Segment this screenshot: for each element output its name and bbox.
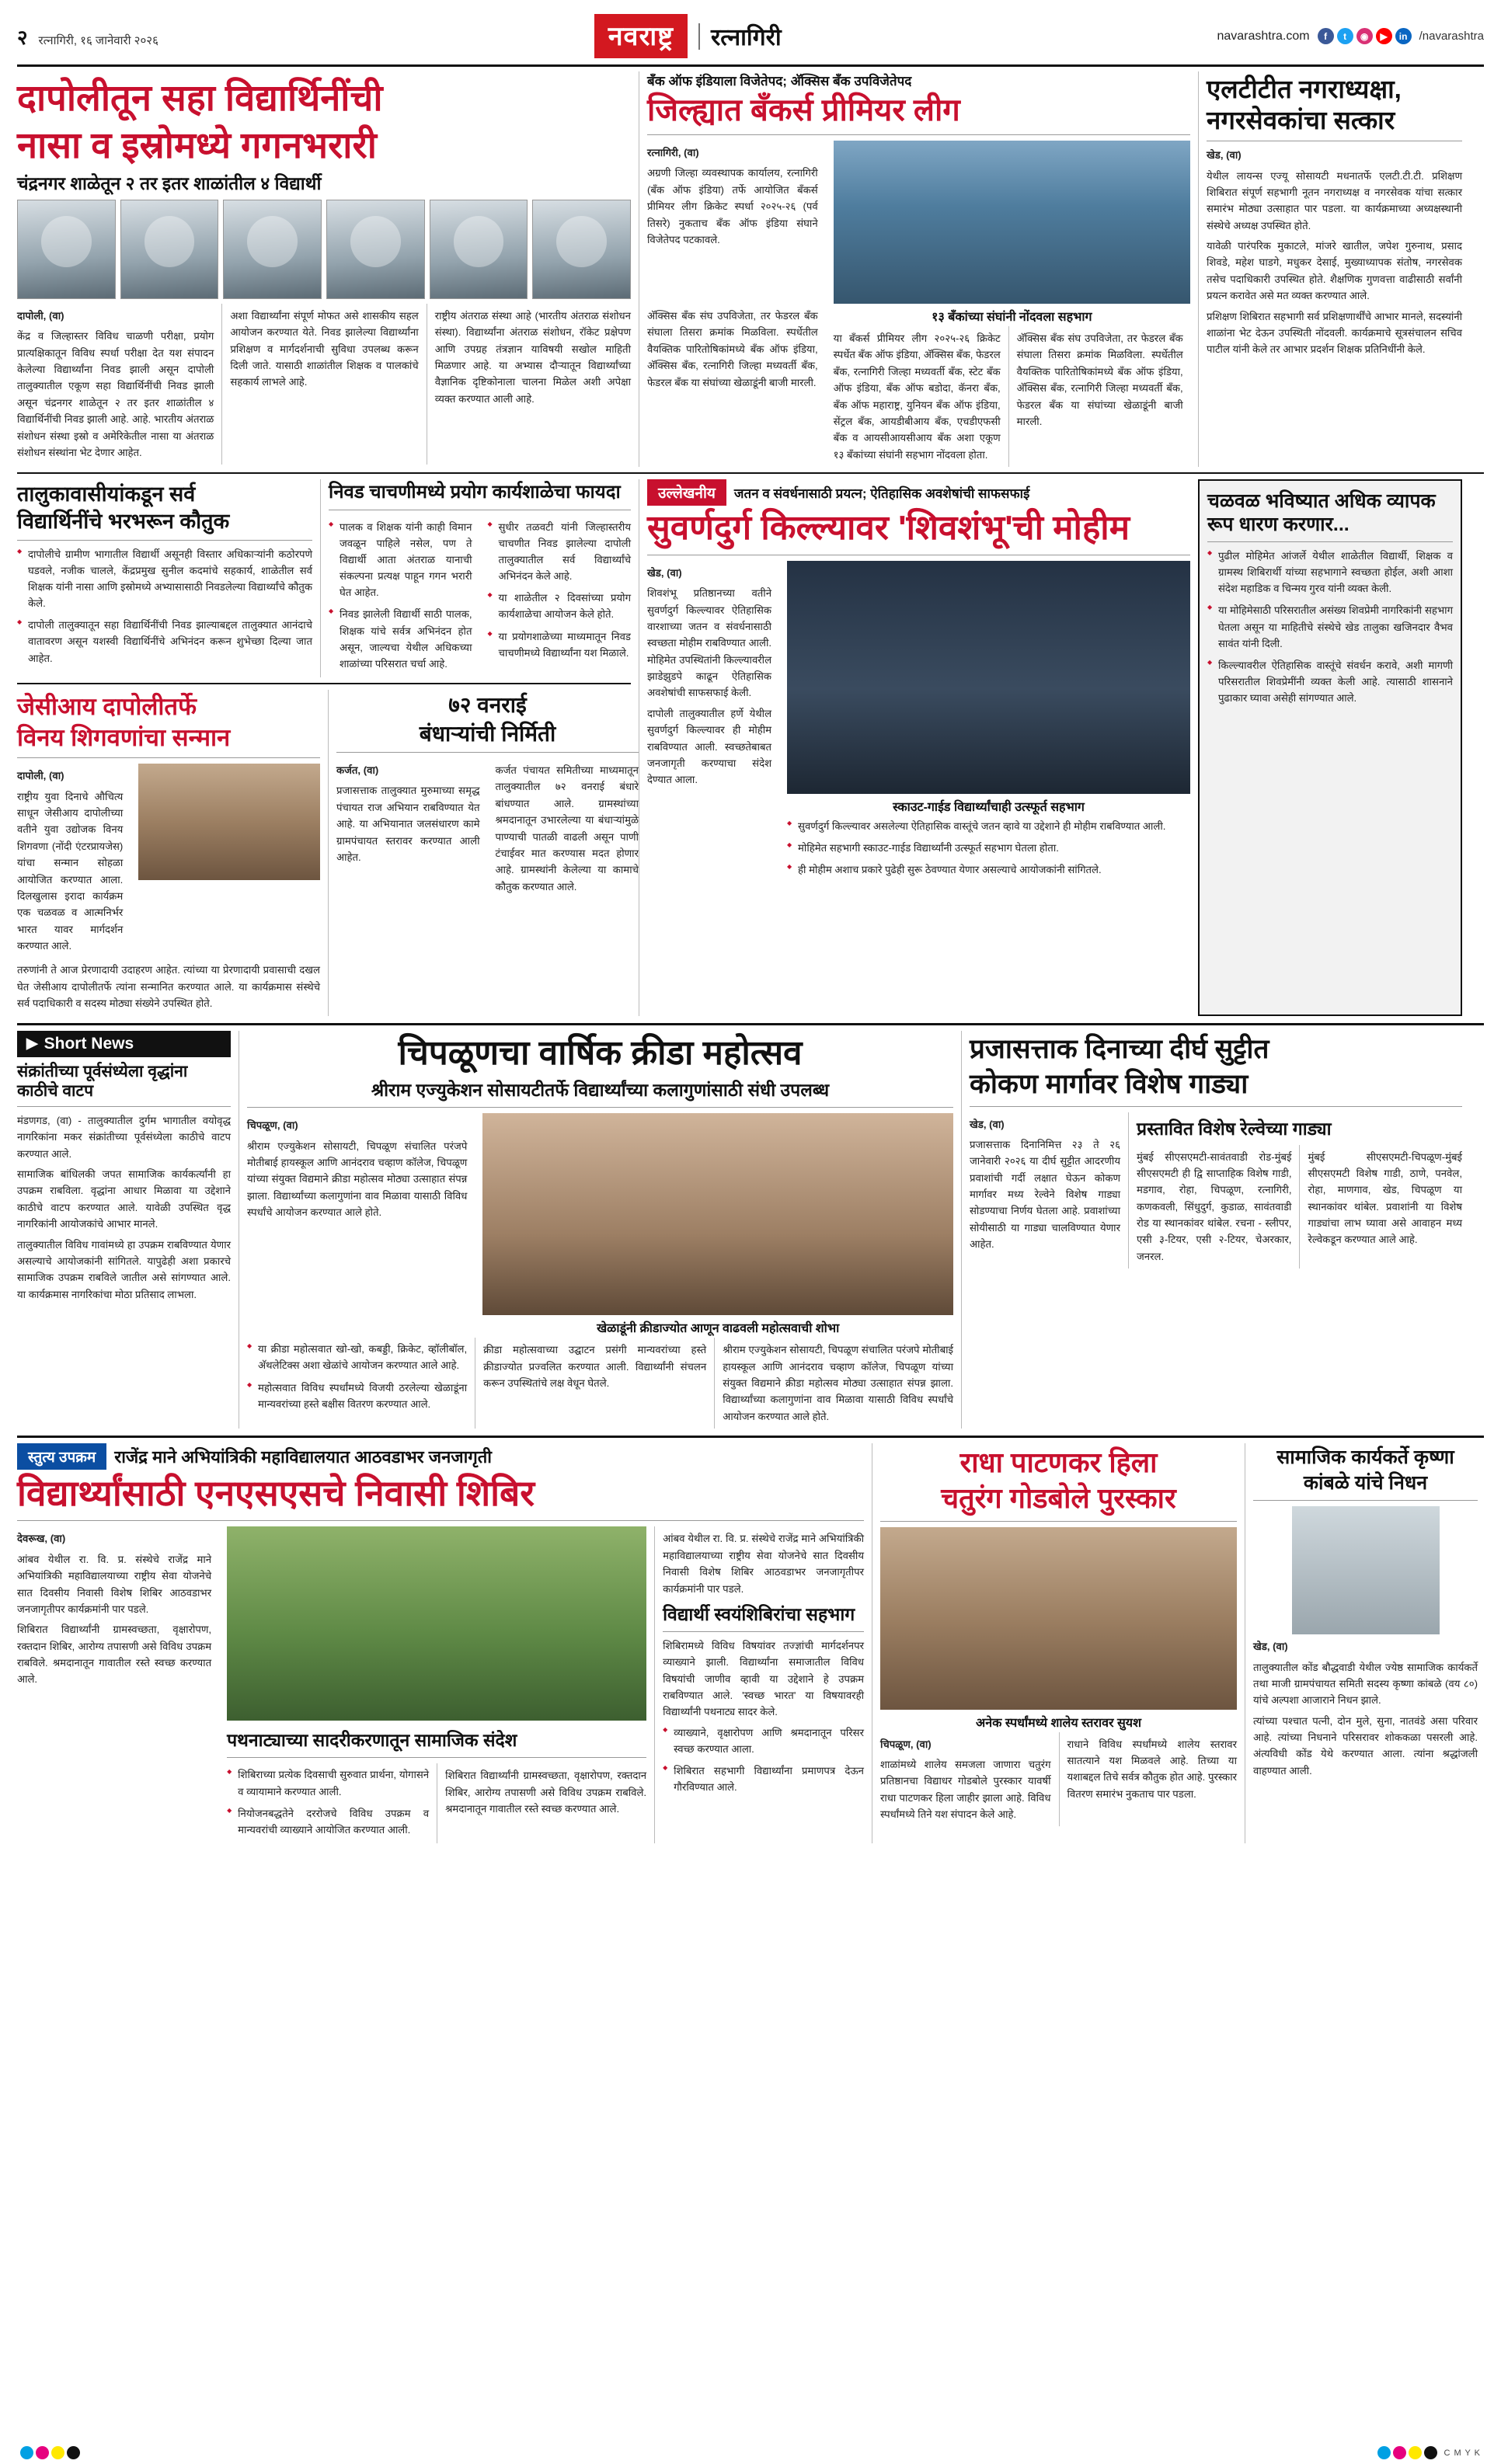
masthead-left: [17, 23, 158, 50]
radha-dateline: चिपळूण, (वा): [880, 1738, 932, 1750]
lead-subhead: चंद्रनगर शाळेतून २ तर इतर शाळांतील ४ विद्यार्थी: [17, 172, 322, 193]
nss-story: [17, 1443, 872, 1843]
taluka-headline-1: तालुकावासीयांकडून सर्व: [17, 482, 196, 506]
short-news-body-3: तालुक्यातील विविध गावांमध्ये हा उपक्रम राबविण्यात येणार असल्याचे आयोजकांनी सांगितले. यापुढेही अशा प्रकारचे सामाजिक उपक्रम राबविले जातील असे सांगण्यात आले. या कार्यक्रमास नागरिकांचा मोठा प्रतिसाद लाभला.: [17, 1238, 231, 1300]
chalwal-headline: चळवळ भविष्यात अधिक व्यापक रूप धारण करणार...: [1207, 490, 1436, 535]
short-news-body-2: सामाजिक बांधिलकी जपत सामाजिक कार्यकर्त्यांनी हा उपक्रम राबविला. वृद्धांना आधार मिळावा या उद्देशाने काठीचे वाटप करण्यात आले. यावेळी उपस्थित वृद्ध नागरिकांनी आयोजकांचे आभार मानले.: [17, 1168, 231, 1230]
lead-body-1: [17, 308, 214, 324]
taluka-bullet: ◆ दापोलीचे ग्रामीण भागातील विद्यार्थी असूनही विस्तार अधिकाऱ्यांनी कठोरपणे घडवले, नजीक चालले, केंद्रप्रमुख सुनील कदमांचे सहकार्य, शाळेतील सर्व शिक्षक यांनी नासा आणि इस्रोमध्ये अभ्यासासाठी निवडलेल्या विद्यार्थ्यांचे कौतुक केले.: [17, 546, 312, 612]
obituary-portrait: [1292, 1506, 1440, 1634]
swatch-magenta: [1393, 2446, 1406, 2459]
taluka-bullets: [17, 546, 312, 666]
bankers-photo-caption: १३ बँकांच्या संघांनी नोंदवला सहभाग: [932, 311, 1092, 324]
lead-story: [17, 71, 639, 467]
railway-body-1: प्रजासत्ताक दिनानिमित्त २३ ते २६ जानेवारी २०२६ या दीर्घ सुट्टीत आदरणीय प्रवाशांची गर्दी लक्षात घेऊन कोकण मार्गावर मध्य रेल्वेने विशेष गाड्या सोडण्याचा निर्णय घेतला आहे. प्रवाशांच्या सोयीसाठी या गाड्या चालविण्यात येणार आहेत.: [970, 1138, 1120, 1251]
chiplun-bullet: ◆ या क्रीडा महोत्सवात खो-खो, कबड्डी, क्रिकेट, व्हॉलीबॉल, अ‍ॅथलेटिक्स अशा खेळांचे आयोजन करण्यात आले आहे.: [247, 1341, 467, 1373]
obituary-headline-2: कांबळे यांचे निधन: [1303, 1472, 1428, 1495]
nivad-bullets-right: [488, 519, 632, 661]
radha-story: [872, 1443, 1245, 1843]
fort-body-1: शिवशंभू प्रतिष्ठानच्या वतीने सुवर्णदुर्ग किल्ल्यावर ऐतिहासिक वारशाच्या जतन व संवर्धनासाठी स्वच्छता मोहीम राबविण्यात आली. मोहिमेत उपस्थितांनी किल्ल्यावरील झाडेझुडपे काढून ऐतिहासिक अवशेषांची साफसफाई केली.: [647, 587, 772, 699]
nivad-bullet: ◆ सुधीर तळवटी यांनी जिल्हास्तरीय चाचणीत निवड झालेल्या दापोली तालुक्यातील सर्व विद्यार्थ्यांचे अभिनंदन केले आहे.: [488, 519, 632, 585]
student-portrait: [326, 200, 425, 299]
fort-badge-row: [647, 479, 1190, 506]
masthead-divider: [698, 23, 700, 50]
bankers-body-3: या बँकर्स प्रीमियर लीग २०२५-२६ क्रिकेट स्पर्धेत बँक ऑफ इंडिया, अ‍ॅक्सिस बँक, फेडरल बँक, रत्नागिरी जिल्हा मध्यवर्ती बँक, स्टेट बँक ऑफ इंडिया, बँक ऑफ बडोदा, कॅनरा बँक, बँक ऑफ महाराष्ट्र, युनियन बँक ऑफ इंडिया, सेंट्रल बँक, आयडीबीआय बँक, एचडीएफसी बँक व आयसीआयसीआय बँक अशा एकूण १३ बँकांच्या संघांनी सहभाग नोंदवला होता.: [833, 332, 1001, 461]
nivad-story: [320, 479, 631, 677]
color-swatches-right: [1377, 2446, 1437, 2459]
jcb-dateline: दापोली, (वा): [17, 770, 64, 782]
lead-headline-line2: नासा व इस्रोमध्ये गगनभरारी: [17, 124, 377, 166]
fort-badge: उल्लेखनीय: [647, 479, 726, 506]
bankers-body-3b: अ‍ॅक्सिस बँक संघ उपविजेता, तर फेडरल बँक संघाला तिसरा क्रमांक मिळविला. स्पर्धेतील वैयक्तिक पारितोषिकांमध्ये बँक ऑफ इंडिया, अ‍ॅक्सिस बँक, रत्नागिरी जिल्हा मध्यवर्ती बँक, फेडरल बँक या संघांच्या खेळाडूंनी बाजी मारली.: [1016, 332, 1183, 427]
swatch-cyan: [1377, 2446, 1391, 2459]
fort-dateline-wrap: [647, 565, 771, 581]
vanrai-body-2: कर्जत पंचायत समितीच्या माध्यमातून तालुक्यातील ७२ वनराई बंधारे बांधण्यात आले. ग्रामस्थांच्या श्रमदानातून उभारलेल्या या बंधाऱ्यांमुळे पाण्याची पातळी वाढली असून पाणी टंचाईवर मात करण्यास मदत होणार आहे. ग्रामस्थांनी केलेल्या या कामाचे कौतुक करण्यात आले.: [495, 764, 639, 893]
award-felicitation-photo: [138, 764, 320, 880]
edition-name: रत्नागिरी: [711, 25, 782, 50]
social-icons[interactable]: [1318, 28, 1412, 44]
nivad-bullet: ◆ या प्रयोगशाळेच्या माध्यमातून निवड चाचणीमध्ये विद्यार्थ्यांना यश मिळाले.: [488, 628, 632, 661]
nivad-bullet: ◆ निवड झालेली विद्यार्थी साठी पालक, शिक्षक यांचे सर्वत्र अभिनंदन होत असून, जाल्यचा येथील अधिकच्या शाळांच्या परिसरात चर्चा आहे.: [329, 606, 472, 672]
jcb-body-1: राष्ट्रीय युवा दिनाचे औचित्य साधून जेसीआय दापोलीच्या वतीने युवा उद्योजक विनय शिगवणा (नोंदी एंटरप्रायजेस) यांचा सन्मान सोहळा आयोजित करण्यात आला. दिलखुलास इरादा कार्यक्रम एक चळवळ व आत्मनिर्भर भारत यावर मार्गदर्शन करण्यात आले.: [17, 790, 124, 952]
ltt-body-3: प्रशिक्षण शिबिरात सहभागी सर्व प्रशिक्षणार्थींचे आभार मानले, सदस्यांनी शाळांना भेट देऊन उपस्थिती नोंदवली. कार्यक्रमाचे सूत्रसंचालन सचिव पाटील यांनी केले तर आभार प्रदर्शन शिक्षक प्रतिनिधींनी केले.: [1207, 310, 1462, 356]
chiplun-dateline: चिपळूण, (वा): [247, 1119, 298, 1132]
chiplun-dateline-wrap: [247, 1117, 467, 1133]
short-news-headline: संक्रांतीच्या पूर्वसंध्येला वृद्धांना काठीचे वाटप: [17, 1062, 188, 1100]
masthead: [17, 14, 1484, 67]
swatch-cyan: [20, 2446, 33, 2459]
third-section: [17, 1031, 1484, 1429]
fort-story: [639, 479, 1198, 1016]
lead-body-1-text: केंद्र व जिल्हास्तर विविध चाळणी परीक्षा, प्रयोग प्रात्यक्षिकातून विविध स्पर्धा परीक्षा देत यश संपादन केलेल्या विद्यार्थ्यांना निवड झाली असून दापोली तालुक्यातील एकूण सहा विद्यार्थिनींची निवड झाली असून चंद्रनगर शाळेतून २ तर इतर शाळांतील ४ विद्यार्थिनींची निवड झाली आहे. आहे. भारतीय अंतराळ संशोधन संस्था इस्रो व अमेरिकेतील नासा या अंतराळ संशोधन संस्थांना भेट देणार आहेत.: [17, 330, 214, 458]
masthead-right: [1217, 28, 1484, 44]
jcb-story: [17, 690, 328, 1016]
nss-right-bullet: ◆ शिबिरात सहभागी विद्यार्थ्यांना प्रमाणपत्र देऊन गौरविण्यात आले.: [663, 1763, 864, 1795]
swatch-black: [67, 2446, 80, 2459]
vanrai-dateline: कर्जत, (वा): [336, 764, 379, 777]
chiplun-body-2b: श्रीराम एज्युकेशन सोसायटी, चिपळूण संचालित परंजपे मोतीबाई हायस्कूल आणि आनंदराव चव्हाण कॉलेज, चिपळूण यांच्या संयुक्त विद्यमाने क्रीडा महोत्सव मोठ्या उत्साहात संपन्न झाला. विद्यार्थ्यांच्या कलागुणांना वाव मिळावा यासाठी विविध स्पर्धांचे आयोजन करण्यात आले होते.: [723, 1344, 953, 1422]
railway-dateline: खेड, (वा): [970, 1118, 1005, 1130]
fort-bullet: ◆ सुवर्णदुर्ग किल्ल्यावर असलेल्या ऐतिहासिक वास्तूंचे जतन व्हावे या उद्देशाने ही मोहीम राबविण्यात आली.: [787, 818, 1190, 834]
nivad-bullet: ◆ या शाळेतील २ दिवसांच्या प्रयोग कार्यशाळेचा आयोजन केले होते.: [488, 590, 632, 622]
nss-right-bullets: [663, 1724, 864, 1796]
nss-right-sub: विद्यार्थी स्वयंशिबिरांचा सहभाग: [663, 1603, 855, 1624]
railway-sub: प्रस्तावित विशेष रेल्वेच्या गाड्या: [1137, 1118, 1332, 1139]
obituary-dateline-wrap: [1253, 1638, 1478, 1655]
swatch-yellow: [51, 2446, 64, 2459]
nss-dateline-wrap: [17, 1530, 211, 1547]
color-swatches-left: [20, 2446, 80, 2459]
short-news-banner: [17, 1031, 231, 1057]
student-portrait: [17, 200, 116, 299]
lead-headline-line1: दापोलीतून सहा विद्यार्थिनींची: [17, 77, 383, 118]
ltt-dateline: खेड, (वा): [1207, 149, 1242, 162]
jcb-headline-2: विनय शिगवणांचा सन्मान: [17, 724, 231, 752]
railway-dateline-wrap: [970, 1116, 1120, 1133]
taluka-bullet: ◆ दापोली तालुक्यातून सहा विद्यार्थिनींची निवड झाल्याबद्दल तालुक्यात आनंदाचे वातावरण असून यशस्वी विद्यार्थिनींचे अभिनंदन करून शुभेच्छा दिल्या जात आहेत.: [17, 617, 312, 666]
student-portrait: [223, 200, 322, 299]
nss-body-2: शिबिरात विद्यार्थ्यांनी ग्रामस्वच्छता, वृक्षारोपण, रक्तदान शिबिर, आरोग्य तपासणी असे विविध उपक्रम राबविले. श्रमदानातून गावातील रस्ते स्वच्छ करण्यात आले.: [17, 1624, 212, 1686]
ltt-story: [1198, 71, 1462, 467]
jcb-body-2: तरुणांनी ते आज प्रेरणादायी उदाहरण आहेत. त्यांच्या या प्रेरणादायी प्रवासाची दखल घेत जेसीआय दापोलीतर्फे त्यांना सन्मानित करण्यात आले. या कार्यक्रमास संस्थेचे सर्व पदाधिकारी व सदस्य मोठ्या संख्येने उपस्थित होते.: [17, 964, 320, 1010]
fort-photo-caption: स्काउट-गाईड विद्यार्थ्यांचाही उत्स्फूर्त सहभाग: [893, 800, 1085, 814]
obituary-headline-1: सामाजिक कार्यकर्ते कृष्णा: [1276, 1446, 1454, 1469]
bankers-dateline: रत्नागिरी, (वा): [647, 147, 699, 158]
bankers-headline: जिल्ह्यात बँकर्स प्रीमियर लीग: [647, 93, 960, 127]
bankers-cricket-team-photo: [834, 141, 1190, 304]
bankers-story: [639, 71, 1198, 467]
chiplun-bullets: [247, 1341, 467, 1412]
nivad-headline: निवड चाचणीमध्ये प्रयोग कार्यशाळेचा फायदा: [329, 482, 621, 503]
instagram-icon[interactable]: ◉: [1356, 28, 1373, 44]
top-section: [17, 71, 1484, 467]
radha-headline-2: चतुरंग गोडबोले पुरस्कार: [941, 1482, 1176, 1515]
nss-bullet: ◆ शिबिराच्या प्रत्येक दिवसाची सुरुवात प्रार्थना, योगासने व व्यायामाने करण्यात आली.: [227, 1766, 429, 1799]
taluka-nivad-block: [17, 479, 639, 1016]
nss-camp-group-photo: [227, 1526, 646, 1721]
fort-bullet: ◆ मोहिमेत सहभागी स्काउट-गाईड विद्यार्थ्यांनी उत्स्फूर्त सहभाग घेतला होता.: [787, 840, 1190, 856]
bottom-section: [17, 1443, 1484, 1843]
lead-body-3: राष्ट्रीय अंतराळ संस्था आहे (भारतीय अंतराळ संशोधन संस्था). विद्यार्थ्यांना अंतराळ संशोधन, रॉकेट प्रक्षेपण आणि उपग्रह तंत्रज्ञान याविषयी सखोल माहिती मिळणार आहे. या अभ्यास दौऱ्यातून विद्यार्थ्यांच्या वैज्ञानिक दृष्टिकोनाला चालना मिळेल अशी अपेक्षा व्यक्त करण्यात आली आहे.: [434, 309, 631, 405]
taluka-story: [17, 479, 320, 677]
nss-right-body: शिबिरामध्ये विविध विषयांवर तज्ज्ञांची मार्गदर्शनपर व्याख्याने झाली. विद्यार्थ्यांना समाजातील विविध विषयांची जाणीव व्हावी या उद्देशाने हे उपक्रम राबविण्यात आले. 'स्वच्छ भारत' या विषयावरही विद्यार्थ्यांनी पथनाट्य सादर केले.: [663, 1639, 864, 1718]
bankers-body-1: अग्रणी जिल्हा व्यवस्थापक कार्यालय, रत्नागिरी (बँक ऑफ इंडिया) तर्फे आयोजित बँकर्स प्रीमियर लीग क्रिकेट स्पर्धा २०२५-२६ (पर्व तिसरे) नुकताच बँक ऑफ इंडिया संघाने विजेतेपद पटकावले.: [647, 167, 818, 245]
nss-badge: स्तुत्य उपक्रम: [17, 1443, 106, 1470]
ltt-dateline-wrap: [1207, 147, 1462, 163]
second-section: [17, 479, 1484, 1016]
fort-bullets: [787, 818, 1190, 878]
swatch-yellow: [1409, 2446, 1422, 2459]
page-number: २: [17, 25, 28, 49]
nss-dateline: देवरूख, (वा): [17, 1533, 66, 1545]
jcb-dateline-wrap: [17, 767, 123, 784]
bankers-dateline-wrap: [647, 144, 818, 161]
masthead-center: [594, 14, 782, 58]
railway-story: [961, 1031, 1462, 1429]
chalwal-bullets: [1207, 548, 1453, 706]
short-news-label: Short News: [44, 1034, 134, 1053]
swatch-magenta: [36, 2446, 49, 2459]
obituary-body-1: तालुक्यातील कोंड बौद्धवाडी येथील ज्येष्ठ सामाजिक कार्यकर्ते तथा माजी ग्रामपंचायत समिती सदस्य कृष्णा कांबळे (वय ८०) यांचे अल्पशा आजाराने निधन झाले.: [1253, 1661, 1478, 1707]
jcb-headline-1: जेसीआय दापोलीतर्फे: [17, 692, 197, 720]
short-news-body-1: मंडणगड, (वा) - तालुक्यातील दुर्गम भागातील वयोवृद्ध नागरिकांना मकर संक्रांतीच्या पूर्वसंध्येला काठीचे वाटप करण्यात आले.: [17, 1114, 231, 1160]
nss-body-extra: शिबिरात विद्यार्थ्यांनी ग्रामस्वच्छता, वृक्षारोपण, रक्तदान शिबिर, आरोग्य तपासणी असे विविध उपक्रम राबविले. श्रमदानातून गावातील रस्ते स्वच्छ करण्यात आले.: [445, 1770, 647, 1815]
linkedin-icon[interactable]: in: [1395, 28, 1412, 44]
taluka-headline-2: विद्यार्थिनींचे भरभरून कौतुक: [17, 510, 230, 534]
fort-body-2: दापोली तालुक्यातील हर्णे येथील सुवर्णदुर्ग किल्ल्यावर ही मोहीम राबविण्यात आली. स्वच्छतेबाबत जनजागृती करण्याचा संदेश देण्यात आला.: [647, 707, 772, 786]
vanrai-headline-2: बंधाऱ्यांची निर्मिती: [419, 721, 556, 746]
chiplun-story: [239, 1031, 961, 1429]
youtube-icon[interactable]: ▶: [1376, 28, 1392, 44]
nss-bullet: ◆ नियोजनबद्धतेने दररोजचे विविध उपक्रम व मान्यवरांची व्याख्याने आयोजित करण्यात आली.: [227, 1805, 429, 1838]
vanrai-dateline-wrap: [336, 762, 480, 778]
award-ceremony-photo: [880, 1527, 1237, 1710]
chalwal-story: [1198, 479, 1462, 1016]
publication-logo: नवराष्ट्र: [594, 14, 688, 58]
student-portrait: [120, 200, 219, 299]
railway-body-2: मुंबई सीएसएमटी-सावंतवाडी रोड-मुंबई सीएसएमटी ही द्वि साप्ताहिक विशेष गाडी, मडगाव, रोहा, चिपळूण, रत्नागिरी, कणकवली, सिंधुदुर्ग, कुडाळ, सावंतवाडी रोड या स्थानकांवर थांबेल. रचना - स्लीपर, एसी ३-टियर, एसी २-टियर, चेअरकार, जनरल.: [1137, 1150, 1292, 1262]
chiplun-subhead: श्रीराम एज्युकेशन सोसायटीतर्फे विद्यार्थ्यांच्या कलागुणांसाठी संधी उपलब्ध: [371, 1080, 830, 1101]
chiplun-body-2: क्रीडा महोत्सवाच्या उद्घाटन प्रसंगी मान्यवरांच्या हस्ते क्रीडाज्योत प्रज्वलित करण्यात आली. विद्यार्थ्यांनी संचलन करून उपस्थितांचे लक्ष वेधून घेतले.: [483, 1344, 707, 1390]
nss-sub-headline: पथनाट्याच्या सादरीकरणातून सामाजिक संदेश: [227, 1730, 517, 1751]
short-news-block: [17, 1031, 239, 1429]
nss-right-intro: आंबव येथील रा. वि. प्र. संस्थेचे राजेंद्र माने अभियांत्रिकी महाविद्यालयाच्या राष्ट्रीय सेवा योजनेचे सात दिवसीय निवासी विशेष शिबिर आठवडाभर जनजागृतीपर कार्यक्रमांनी पार पडले.: [663, 1533, 864, 1595]
jcb-vanrai-block: [17, 690, 639, 1016]
vanrai-headline-1: ७२ वनराई: [448, 692, 527, 717]
fort-group-photo: [787, 561, 1190, 794]
social-handle[interactable]: /navarashtra: [1419, 30, 1484, 43]
chevron-right-icon: ▶: [26, 1035, 38, 1053]
six-students-portraits: [17, 200, 631, 299]
masthead-dateline: रत्नागिरी, १६ जानेवारी २०२६: [38, 33, 158, 47]
nss-kicker: राजेंद्र माने अभियांत्रिकी महाविद्यालयात आठवडाभर जनजागृती: [114, 1447, 492, 1467]
chiplun-photo-caption: खेळाडूंनी क्रीडाज्योत आणून वाढवली महोत्सवाची शोभा: [597, 1322, 840, 1336]
twitter-icon[interactable]: t: [1337, 28, 1353, 44]
footer-crop-marks: [0, 2446, 1501, 2459]
facebook-icon[interactable]: f: [1318, 28, 1334, 44]
radha-body-2: राधाने विविध स्पर्धांमध्ये शालेय स्तरावर सातत्याने यश मिळवले आहे. तिच्या या यशाबद्दल तिचे सर्वत्र कौतुक होत आहे. पुरस्कार वितरण समारंभ नुकताच पार पडला.: [1067, 1738, 1237, 1800]
chalwal-bullet: ◆ या मोहिमेसाठी परिसरातील असंख्य शिवप्रेमी नागरिकांनी सहभाग घेतला असून या माहितीचे संस्थेचे खेड तालुका खजिनदार वैभव सावंत यांनी दिली.: [1207, 602, 1453, 651]
nss-headline: विद्यार्थ्यांसाठी एनएसएसचे निवासी शिबिर: [17, 1473, 535, 1514]
vanrai-story: [328, 690, 639, 1016]
radha-dateline-wrap: [880, 1736, 1051, 1752]
ltt-body-1: येथील लायन्स एज्यू सोसायटी मधनातर्फे एलटी.टी.टी. प्रशिक्षण शिबिरात संपूर्ण सहभागी नूतन नगराध्यक्ष व नगरसेवक यांचा सत्कार समारंभ मोठ्या उत्साहात पार पडला. या कार्यक्रमाच्या अध्यक्षस्थानी संस्थेचे अध्यक्ष उपस्थित होते.: [1207, 169, 1462, 231]
vanrai-body-1: प्रजासत्ताक तालुक्यात मुरुमाच्या समृद्ध पंचायत राज अभियान राबविण्यात येत आहे. या अभियानात जलसंधारण कामे ग्रामपंचायत स्तरावर करण्यात आली आहेत.: [336, 785, 480, 863]
lead-dateline: दापोली, (वा): [17, 309, 64, 322]
obituary-story: [1245, 1443, 1478, 1843]
radha-body-1: शाळांमध्ये शालेय समजला जाणारा चतुरंग प्रतिष्ठानचा विद्याधर गोडबोले पुरस्कार यावर्षी राधा पाटणकर हिला जाहीर झाला आहे. विविध स्पर्धांमध्ये तिने यश संपादन केले आहे.: [880, 1758, 1051, 1821]
bankers-kicker: बँक ऑफ इंडियाला विजेतेपद; अ‍ॅक्सिस बँक उपविजेतेपद: [647, 74, 912, 89]
nss-body-1: आंबव येथील रा. वि. प्र. संस्थेचे राजेंद्र माने अभियांत्रिकी महाविद्यालयाच्या राष्ट्रीय सेवा योजनेचे सात दिवसीय निवासी विशेष शिबिर आठवडाभर जनजागृतीपर कार्यक्रमांनी पार पडले.: [17, 1553, 212, 1615]
fort-bullet: ◆ ही मोहीम अशाच प्रकारे पुढेही सुरू ठेवण्यात येणार असल्याचे आयोजकांनी सांगितले.: [787, 861, 1190, 878]
ltt-headline: एलटीटीत नगराध्यक्षा, नगरसेवकांचा सत्कार: [1207, 75, 1402, 134]
lead-body-2: अशा विद्यार्थ्यांना संपूर्ण मोफत असे शासकीय सहल आयोजन करण्यात येते. निवड झालेल्या विद्यार्थ्यांना प्रशिक्षण व मार्गदर्शनाची सुविधा उपलब्ध करून दिली जाते. यासाठी शाळांतील शिक्षक व पालकांचे सहकार्य लाभले आहे.: [230, 309, 419, 388]
student-portrait: [430, 200, 528, 299]
nivad-bullets-left: [329, 519, 472, 672]
ltt-body-2: यावेळी पारंपरिक मुकाटले, मांजरे खातील, जपेश गुरुनाथ, प्रसाद शिवडे, महेश घाडगे, मधुकर देसाई, मुख्याध्यापक संतोष, नगरसेवक तसेच पदाधिकारी उपस्थित होते. शैक्षणिक गुणवत्ता वाढीसाठी सर्वांनी प्रयत्न करावेत असे मत व्यक्त करण्यात आले.: [1207, 240, 1462, 302]
fort-dateline: खेड, (वा): [647, 566, 682, 579]
nss-bullets: [227, 1766, 429, 1838]
cmyk-label: C M Y K: [1444, 2448, 1481, 2458]
nivad-bullet: ◆ पालक व शिक्षक यांनी काही विमान जवळून पाहिले नसेल, पण ते विद्यार्थी आता अंतराळ यानाची संकल्पना प्रत्यक्ष पाहून गगन भरारी घेत आहेत.: [329, 519, 472, 601]
railway-headline-1: प्रजासत्ताक दिनाच्या दीर्घ सुट्टीत: [970, 1033, 1269, 1064]
radha-photo-caption: अनेक स्पर्धांमध्ये शालेय स्तरावर सुयश: [976, 1716, 1141, 1730]
website-url[interactable]: navarashtra.com: [1217, 29, 1310, 43]
obituary-body-2: त्यांच्या पश्चात पत्नी, दोन मुले, सुना, नातवंडे असा परिवार आहे. त्यांच्या निधनाने परिसरावर शोककळा पसरली आहे. अंत्यविधी कोंड येथे करण्यात आला. त्यांना श्रद्धांजली वाहण्यात आली.: [1253, 1714, 1478, 1777]
nss-badge-row: [17, 1443, 864, 1470]
bankers-body-2: अ‍ॅक्सिस बँक संघ उपविजेता, तर फेडरल बँक संघाला तिसरा क्रमांक मिळविला. स्पर्धेतील वैयक्तिक पारितोषिकांमध्ये बँक ऑफ इंडिया, अ‍ॅक्सिस बँक, रत्नागिरी जिल्हा मध्यवर्ती बँक, फेडरल बँक या संघांच्या खेळाडूंनी बाजी मारली.: [647, 310, 818, 388]
swatch-black: [1424, 2446, 1437, 2459]
railway-headline-2: कोकण मार्गावर विशेष गाड्या: [970, 1068, 1249, 1099]
chiplun-headline: चिपळूणचा वार्षिक क्रीडा महोत्सव: [398, 1033, 803, 1072]
radha-headline-1: राधा पाटणकर हिला: [959, 1446, 1158, 1479]
fort-headline: सुवर्णदुर्ग किल्ल्यावर 'शिवशंभू'ची मोहीम: [647, 509, 1130, 547]
fort-kicker: जतन व संवर्धनासाठी प्रयत्न; ऐतिहासिक अवशेषांची साफसफाई: [733, 485, 1030, 501]
chalwal-bullet: ◆ पुढील मोहिमेत आंजर्ले येथील शाळेतील विद्यार्थी, शिक्षक व ग्रामस्थ शिबिरार्थी यांच्या सहभागाने स्वच्छता होईल, अशी आशा संदेश महाडिक व चिन्मय गुरव यांनी व्यक्त केली.: [1207, 548, 1453, 597]
chiplun-body-1: श्रीराम एज्युकेशन सोसायटी, चिपळूण संचालित परंजपे मोतीबाई हायस्कूल आणि आनंदराव चव्हाण कॉलेज, चिपळूण यांच्या संयुक्त विद्यमाने क्रीडा महोत्सव मोठ्या उत्साहात संपन्न झाला. विद्यार्थ्यांच्या कलागुणांना वाव मिळावा यासाठी विविध स्पर्धांचे आयोजन करण्यात आले होते.: [247, 1140, 468, 1219]
railway-body-3: मुंबई सीएसएमटी-चिपळूण-मुंबई सीएसएमटी विशेष गाडी, ठाणे, पनवेल, रोहा, माणगाव, खेड, चिपळूण या स्थानकांवर थांबेल. प्रवाशांनी या विशेष गाड्यांचा लाभ घ्यावा असे आवाहन मध्य रेल्वेकडून करण्यात आले आहे.: [1308, 1150, 1462, 1246]
student-portrait: [532, 200, 631, 299]
obituary-dateline: खेड, (वा): [1253, 1641, 1288, 1653]
sports-festival-stage-photo: [482, 1113, 953, 1315]
chalwal-bullet: ◆ किल्ल्यावरील ऐतिहासिक वास्तूंचे संवर्धन करावे, अशी मागणी परिसरातील शिवप्रेमींनी व्यक्त केली आहे. त्यासाठी शासनाने पुढाकार घ्यावा असेही सांगण्यात आले.: [1207, 657, 1453, 706]
nss-right-bullet: ◆ व्याख्याने, वृक्षारोपण आणि श्रमदानातून परिसर स्वच्छ करण्यात आला.: [663, 1724, 864, 1757]
chiplun-bullet: ◆ महोत्सवात विविध स्पर्धांमध्ये विजयी ठरलेल्या खेळाडूंना मान्यवरांच्या हस्ते बक्षीस वितरण करण्यात आले.: [247, 1380, 467, 1412]
